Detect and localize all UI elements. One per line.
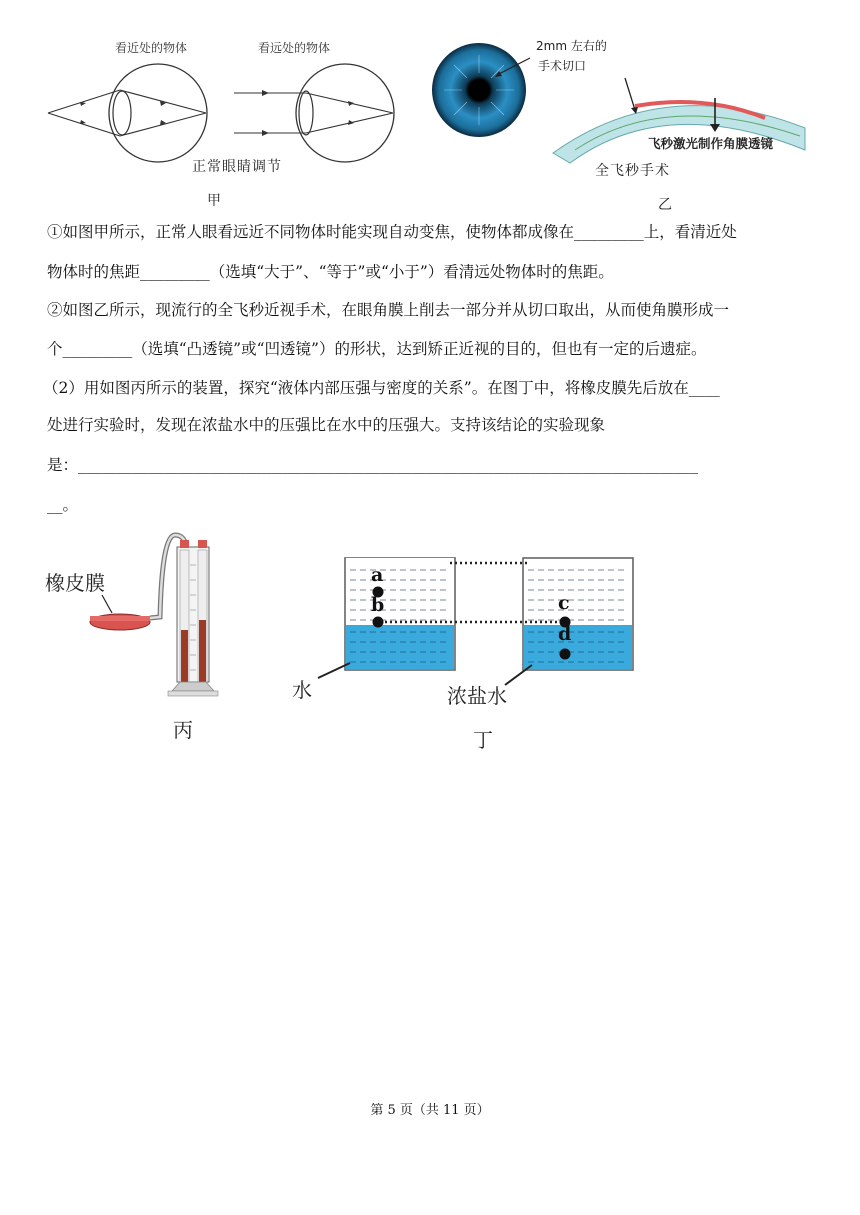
label-jia: 甲 bbox=[207, 193, 221, 209]
point-b: b bbox=[371, 594, 385, 616]
figure-bing bbox=[40, 525, 240, 755]
question-line-3: ②如图乙所示，现流行的全飞秒近视手术，在眼角膜上削去一部分并从切口取出，从而使角膜形成一 bbox=[47, 301, 730, 319]
point-c: c bbox=[558, 592, 570, 614]
label-ding: 丁 bbox=[473, 728, 493, 752]
manometer bbox=[40, 525, 240, 700]
figure-yi bbox=[425, 28, 825, 218]
question-line-8: __。 bbox=[47, 496, 79, 514]
figure-ding bbox=[280, 530, 660, 755]
incision-arrow bbox=[485, 53, 535, 83]
laser-lens-label: 飞秒激光制作角膜透镜 bbox=[648, 136, 774, 151]
label-yi: 乙 bbox=[658, 197, 672, 213]
figure-jia bbox=[40, 30, 420, 220]
cornea-diagram bbox=[535, 58, 825, 188]
question-line-6: 处进行实验时，发现在浓盐水中的压强比在水中的压强大。支持该结论的实验现象 bbox=[47, 416, 606, 434]
question-line-4: 个_________（选填“凸透镜”或“凹透镜”）的形状，达到矫正近视的目的，但也有一定的后遗症。 bbox=[47, 340, 707, 358]
incision-label-1: 2mm 左右的 bbox=[536, 39, 607, 53]
question-line-5: （2）用如图丙所示的装置，探究“液体内部压强与密度的关系”。在图丁中，将橡皮膜先后放在____ bbox=[43, 379, 720, 397]
page-footer: 第 5 页（共 11 页） bbox=[370, 1103, 490, 1118]
point-a: a bbox=[371, 564, 384, 586]
question-line-2: 物体时的焦距_________（选填“大于”、“等于”或“小于”）看清远处物体时的焦距。 bbox=[47, 263, 614, 281]
brine-label: 浓盐水 bbox=[447, 684, 507, 708]
surgery-name: 全飞秒手术 bbox=[595, 163, 670, 179]
question-line-1: ①如图甲所示，正常人眼看远近不同物体时能实现自动变焦，使物体都成像在_________上，看清近处 bbox=[47, 223, 737, 241]
question-line-7: 是：________________________________________________________________________________ bbox=[47, 456, 699, 474]
eye-near-title: 看近处的物体 bbox=[115, 41, 188, 55]
incision-label-2: 手术切口 bbox=[538, 59, 587, 73]
label-bing: 丙 bbox=[173, 718, 193, 742]
caption-normal-eye: 正常眼睛调节 bbox=[192, 159, 282, 175]
eye-far-title: 看远处的物体 bbox=[258, 41, 331, 55]
water-label: 水 bbox=[292, 678, 312, 702]
membrane-label: 橡皮膜 bbox=[45, 571, 105, 595]
point-d: d bbox=[558, 623, 572, 645]
